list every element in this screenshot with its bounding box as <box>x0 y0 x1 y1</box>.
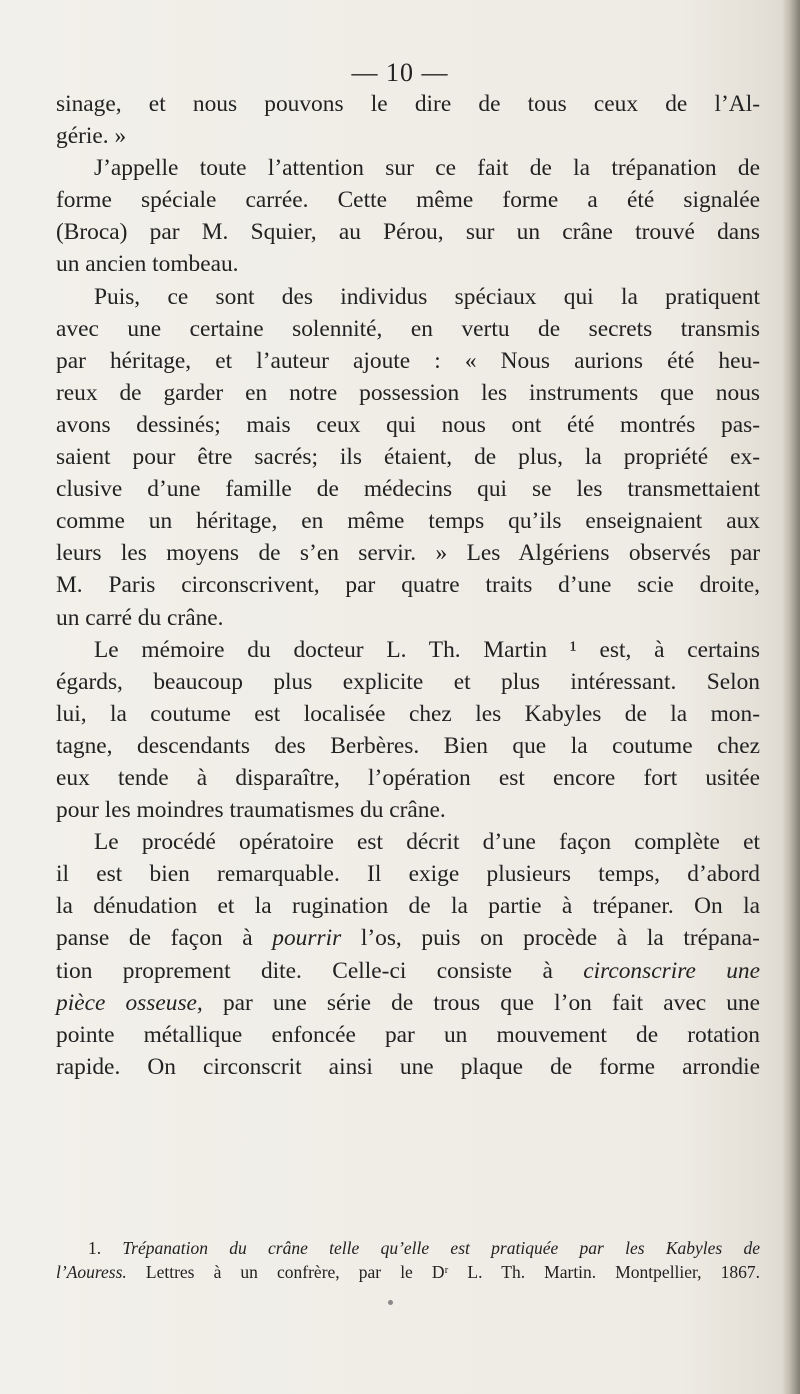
text-line: il est bien remarquable. Il exige plusieurs temps, d’abord <box>56 861 760 888</box>
emphasis-text: circonscrire une <box>583 957 760 984</box>
footnote-title-cont: l’Aouress. <box>56 1262 127 1282</box>
text-line: Puis, ce sont des individus spéciaux qui la pratiquent <box>94 283 760 310</box>
text-line: comme un héritage, en même temps qu’ils enseignaient aux <box>56 508 760 535</box>
text-segment: l’os, puis on procède à la trépana- <box>360 925 760 952</box>
text-line: forme spéciale carrée. Cette même forme a été signalée <box>56 187 760 214</box>
text-line: un ancien tombeau. <box>56 251 239 278</box>
text-segment: tion proprement dite. Celle-ci consiste à <box>56 957 553 984</box>
ink-spot <box>388 1300 393 1305</box>
text-line: sinage, et nous pouvons le dire de tous ceux de l’Al- <box>56 91 760 117</box>
text-line: gérie. » <box>56 123 127 150</box>
text-line: pour les moindres traumatismes du crâne. <box>56 797 446 824</box>
text-line: J’appelle toute l’attention sur ce fait de la trépanation de <box>94 155 760 182</box>
footnote-number: 1. <box>88 1238 102 1258</box>
text-line: un carré du crâne. <box>56 604 224 631</box>
page-edge-shadow <box>782 0 800 1394</box>
text-line: saient pour être sacrés; ils étaient, de plus, la propriété ex- <box>56 444 760 471</box>
text-line <box>56 922 760 954</box>
text-line: leurs les moyens de s’en servir. » Les Algériens observés par <box>56 540 760 567</box>
page-number: — 10 — <box>351 58 449 87</box>
text-line: avons dessinés; mais ceux qui nous ont été montrés pas- <box>56 411 760 438</box>
text-line: rapide. On circonscrit ainsi une plaque de forme arrondie <box>56 1053 760 1080</box>
text-line: égards, beaucoup plus explicite et plus intéressant. Selon <box>56 668 760 695</box>
footnote-rest: Lettres à un confrère, par le Dʳ L. Th. Martin. Montpellier, 1867. <box>145 1262 761 1282</box>
footnote-line <box>56 1236 760 1260</box>
emphasis-text: pièce osseuse, <box>56 989 203 1016</box>
text-segment: panse de façon à <box>56 925 253 952</box>
text-line: reux de garder en notre possession les instruments que nous <box>56 379 760 406</box>
text-line: tagne, descendants des Berbères. Bien que la coutume chez <box>56 732 760 759</box>
text-line: Le mémoire du docteur L. Th. Martin ¹ est, à certains <box>94 636 760 663</box>
footnote <box>56 1236 760 1284</box>
text-line: avec une certaine solennité, en vertu de secrets transmis <box>56 315 760 342</box>
text-line: Le procédé opératoire est décrit d’une façon complète et <box>94 829 760 856</box>
text-line: la dénudation et la rugination de la partie à trépaner. On la <box>56 893 760 920</box>
text-line: clusive d’une famille de médecins qui se les transmettaient <box>56 476 760 503</box>
body-text <box>56 88 760 1083</box>
text-line: (Broca) par M. Squier, au Pérou, sur un crâne trouvé dans <box>56 219 760 246</box>
text-line <box>56 955 760 987</box>
text-line: par héritage, et l’auteur ajoute : « Nous aurions été heu- <box>56 347 760 374</box>
text-line: lui, la coutume est localisée chez les Kabyles de la mon- <box>56 700 760 727</box>
text-line: pointe métallique enfoncée par un mouvement de rotation <box>56 1021 760 1048</box>
emphasis-text: pourrir <box>272 925 342 952</box>
footnote-line <box>56 1260 760 1284</box>
text-line <box>56 987 760 1019</box>
text-line: eux tende à disparaître, l’opération est encore fort usitée <box>56 764 760 791</box>
text-segment: par une série de trous que l’on fait avec une <box>222 989 761 1016</box>
footnote-title: Trépanation du crâne telle qu’elle est pratiquée par les Kabyles de <box>122 1238 760 1258</box>
text-line: M. Paris circonscrivent, par quatre traits d’une scie droite, <box>56 572 760 599</box>
